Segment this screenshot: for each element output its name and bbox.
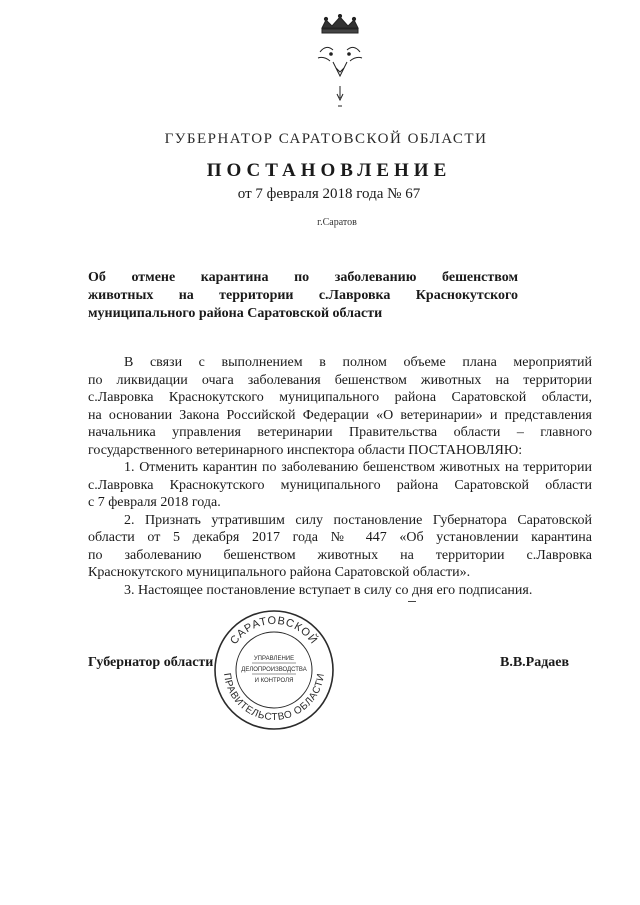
item-2-line: по заболеванию бешенством животных на территории с.Лавровка bbox=[88, 547, 592, 563]
item-1-line: с 7 февраля 2018 года. bbox=[88, 495, 221, 510]
subject-line: Об отмене карантина по заболеванию бешенством bbox=[88, 270, 518, 285]
stamp-inner-line: УПРАВЛЕНИЕ bbox=[253, 656, 295, 662]
body-line: на основании Закона Российской Федерации «О ветеринарии» и представления bbox=[88, 407, 592, 423]
subject-line: животных на территории с.Лавровка Краснокутского bbox=[88, 288, 518, 303]
coat-of-arms-emblem bbox=[300, 14, 380, 114]
dash-mark bbox=[408, 601, 416, 602]
subject-line: муниципального района Саратовской области bbox=[88, 306, 383, 321]
item-3-line: 3. Настоящее постановление вступает в силу со дня его подписания. bbox=[124, 582, 533, 598]
item-2-line: 2. Признать утратившим силу постановление Губернатора Саратовской bbox=[124, 512, 592, 528]
body-line: В связи с выполнением в полном объеме плана мероприятий bbox=[124, 355, 592, 370]
body-line: начальника управления ветеринарии Правительства области – главного bbox=[88, 425, 592, 440]
body-line: по ликвидации очага заболевания бешенством животных на территории bbox=[88, 372, 592, 388]
document-date-number: от 7 февраля 2018 года № 67 bbox=[237, 186, 421, 202]
item-2-line: области от 5 декабря 2017 года № 447 «Об установлении карантина bbox=[88, 530, 592, 545]
stamp-outer-top: САРАТОВСКОЙ bbox=[228, 614, 320, 647]
document-type-title: ПОСТАНОВЛЕНИЕ bbox=[206, 160, 452, 181]
stamp-inner-line: ДЕЛОПРОИЗВОДСТВА bbox=[241, 667, 307, 673]
document-subject bbox=[88, 269, 518, 323]
signatory-role: Губернатор области bbox=[88, 655, 214, 670]
official-stamp bbox=[212, 608, 336, 732]
stamp-inner-line: И КОНТРОЛЯ bbox=[254, 678, 294, 684]
issuing-authority: ГУБЕРНАТОР САРАТОВСКОЙ ОБЛАСТИ bbox=[164, 131, 488, 147]
body-line: государственного ветеринарного инспектора области ПОСТАНОВЛЯЮ: bbox=[88, 442, 523, 458]
stamp-outer-bottom: ПРАВИТЕЛЬСТВО ОБЛАСТИ bbox=[221, 672, 327, 724]
document-city: г.Саратов bbox=[317, 217, 357, 228]
item-2-line: Краснокутского муниципального района Саратовской области». bbox=[88, 565, 471, 580]
item-1-line: с.Лавровка Краснокутского муниципального района Саратовской области bbox=[88, 477, 592, 493]
document-body bbox=[88, 354, 592, 599]
signatory-name: В.В.Радаев bbox=[500, 655, 570, 670]
item-1-line: 1. Отменить карантин по заболеванию бешенством животных на территории bbox=[124, 460, 592, 475]
body-line: с.Лавровка Краснокутского муниципального района Саратовской области, bbox=[88, 390, 592, 405]
